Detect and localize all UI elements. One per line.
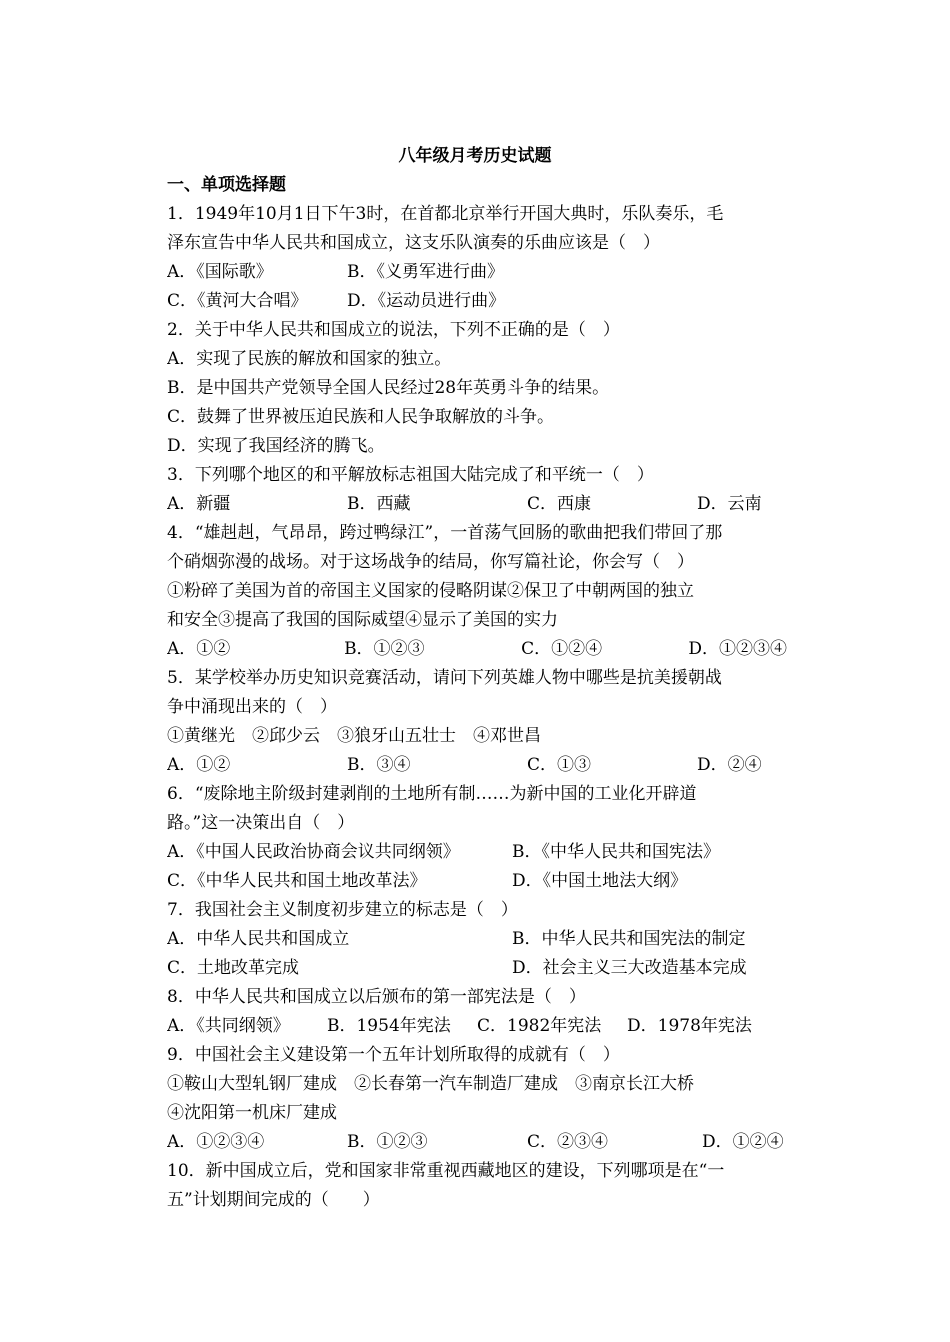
option-a: A．《国际歌》 xyxy=(167,262,273,282)
option-c: C．①②④ xyxy=(521,639,603,659)
option-row xyxy=(167,838,787,867)
option-row xyxy=(167,258,787,287)
question-1 xyxy=(167,200,787,316)
option-b: B．1954年宪法 xyxy=(327,1016,451,1036)
option-c: C．土地改革完成 xyxy=(167,958,300,978)
option-d: D．《运动员进行曲》 xyxy=(347,291,506,311)
option-d: D．实现了我国经济的腾飞。 xyxy=(167,436,385,456)
option-a: A．中华人民共和国成立 xyxy=(167,929,350,949)
option-d: D．①②③④ xyxy=(688,639,787,659)
option-b: B．③④ xyxy=(347,755,411,775)
option-c: C．西康 xyxy=(527,494,592,514)
option-c: C．《黄河大合唱》 xyxy=(167,291,308,311)
option-b: B．是中国共产党领导全国人民经过28年英勇斗争的结果。 xyxy=(167,378,610,398)
question-stem: 1．1949年10月1日下午3时，在首都北京举行开国大典时，乐队奏乐，毛 xyxy=(167,204,724,224)
option-d: D．云南 xyxy=(697,494,762,514)
page-title: 八年级月考历史试题 xyxy=(398,146,552,166)
question-8 xyxy=(167,983,787,1041)
question-7 xyxy=(167,896,787,983)
question-10 xyxy=(167,1157,787,1215)
option-row xyxy=(167,1128,787,1157)
question-list xyxy=(167,200,787,1215)
option-row xyxy=(167,867,787,896)
question-stem: ①鞍山大型轧钢厂建成 ②长春第一汽车制造厂建成 ③南京长江大桥 xyxy=(167,1074,694,1094)
question-stem: 7．我国社会主义制度初步建立的标志是（ ） xyxy=(167,900,518,920)
option-d: D．社会主义三大改造基本完成 xyxy=(512,958,747,978)
option-c: C．《中华人民共和国土地改革法》 xyxy=(167,871,427,891)
question-3 xyxy=(167,461,787,519)
question-stem: ①粉碎了美国为首的帝国主义国家的侵略阴谋②保卫了中朝两国的独立 xyxy=(167,581,694,601)
question-stem: ①黄继光 ②邱少云 ③狼牙山五壮士 ④邓世昌 xyxy=(167,726,541,746)
option-d: D．《中国土地法大纲》 xyxy=(512,871,688,891)
question-stem: 4．“雄赳赳，气昂昂，跨过鸭绿江”，一首荡气回肠的歌曲把我们带回了那 xyxy=(167,523,723,543)
option-b: B．①②③ xyxy=(344,639,425,659)
question-stem: ④沈阳第一机床厂建成 xyxy=(167,1103,337,1123)
option-row xyxy=(167,490,787,519)
question-stem: 6．“废除地主阶级封建剥削的土地所有制……为新中国的工业化开辟道 xyxy=(167,784,697,804)
option-a: A．《中国人民政治协商会议共同纲领》 xyxy=(167,842,460,862)
question-6 xyxy=(167,780,787,896)
option-d: D．①②④ xyxy=(702,1132,784,1152)
option-row xyxy=(167,751,787,780)
option-b: B．①②③ xyxy=(347,1132,428,1152)
option-d: D．1978年宪法 xyxy=(627,1016,752,1036)
option-row xyxy=(167,635,787,664)
option-b: B．《中华人民共和国宪法》 xyxy=(512,842,720,862)
option-c: C．②③④ xyxy=(527,1132,609,1152)
question-stem: 泽东宣告中华人民共和国成立，这支乐队演奏的乐曲应该是（ ） xyxy=(167,233,660,253)
option-a: A．新疆 xyxy=(167,494,231,514)
option-row xyxy=(167,954,787,983)
question-stem: 和安全③提高了我国的国际威望④显示了美国的实力 xyxy=(167,610,558,630)
question-stem: 个硝烟弥漫的战场。对于这场战争的结局，你写篇社论，你会写（ ） xyxy=(167,552,694,572)
question-stem: 3．下列哪个地区的和平解放标志祖国大陆完成了和平统一（ ） xyxy=(167,465,654,485)
option-row xyxy=(167,925,787,954)
question-stem: 5．某学校举办历史知识竞赛活动，请问下列英雄人物中哪些是抗美援朝战 xyxy=(167,668,722,688)
option-b: B．《义勇军进行曲》 xyxy=(347,262,504,282)
option-c: C．①③ xyxy=(527,755,592,775)
question-stem: 路。”这一决策出自（ ） xyxy=(167,813,355,833)
question-stem: 8．中华人民共和国成立以后颁布的第一部宪法是（ ） xyxy=(167,987,586,1007)
option-c: C．鼓舞了世界被压迫民族和人民争取解放的斗争。 xyxy=(167,407,555,427)
question-stem: 争中涌现出来的（ ） xyxy=(167,697,337,717)
option-b: B．西藏 xyxy=(347,494,411,514)
option-a: A．①②③④ xyxy=(167,1132,265,1152)
question-stem: 2．关于中华人民共和国成立的说法，下列不正确的是（ ） xyxy=(167,320,620,340)
question-stem: 五”计划期间完成的（ ） xyxy=(167,1190,380,1210)
option-a: A．①② xyxy=(167,639,231,659)
option-row xyxy=(167,1012,787,1041)
option-b: B．中华人民共和国宪法的制定 xyxy=(512,929,746,949)
option-a: A．实现了民族的解放和国家的独立。 xyxy=(167,349,452,369)
option-c: C．1982年宪法 xyxy=(477,1016,602,1036)
option-a: A．①② xyxy=(167,755,231,775)
question-5 xyxy=(167,664,787,780)
option-d: D．②④ xyxy=(697,755,762,775)
option-row xyxy=(167,287,787,316)
question-4 xyxy=(167,519,787,664)
question-9 xyxy=(167,1041,787,1157)
question-2 xyxy=(167,316,787,461)
option-a: A．《共同纲领》 xyxy=(167,1016,290,1036)
question-stem: 9．中国社会主义建设第一个五年计划所取得的成就有（ ） xyxy=(167,1045,620,1065)
question-stem: 10．新中国成立后，党和国家非常重视西藏地区的建设，下列哪项是在“一 xyxy=(167,1161,725,1181)
section-heading: 一、单项选择题 xyxy=(167,175,286,195)
